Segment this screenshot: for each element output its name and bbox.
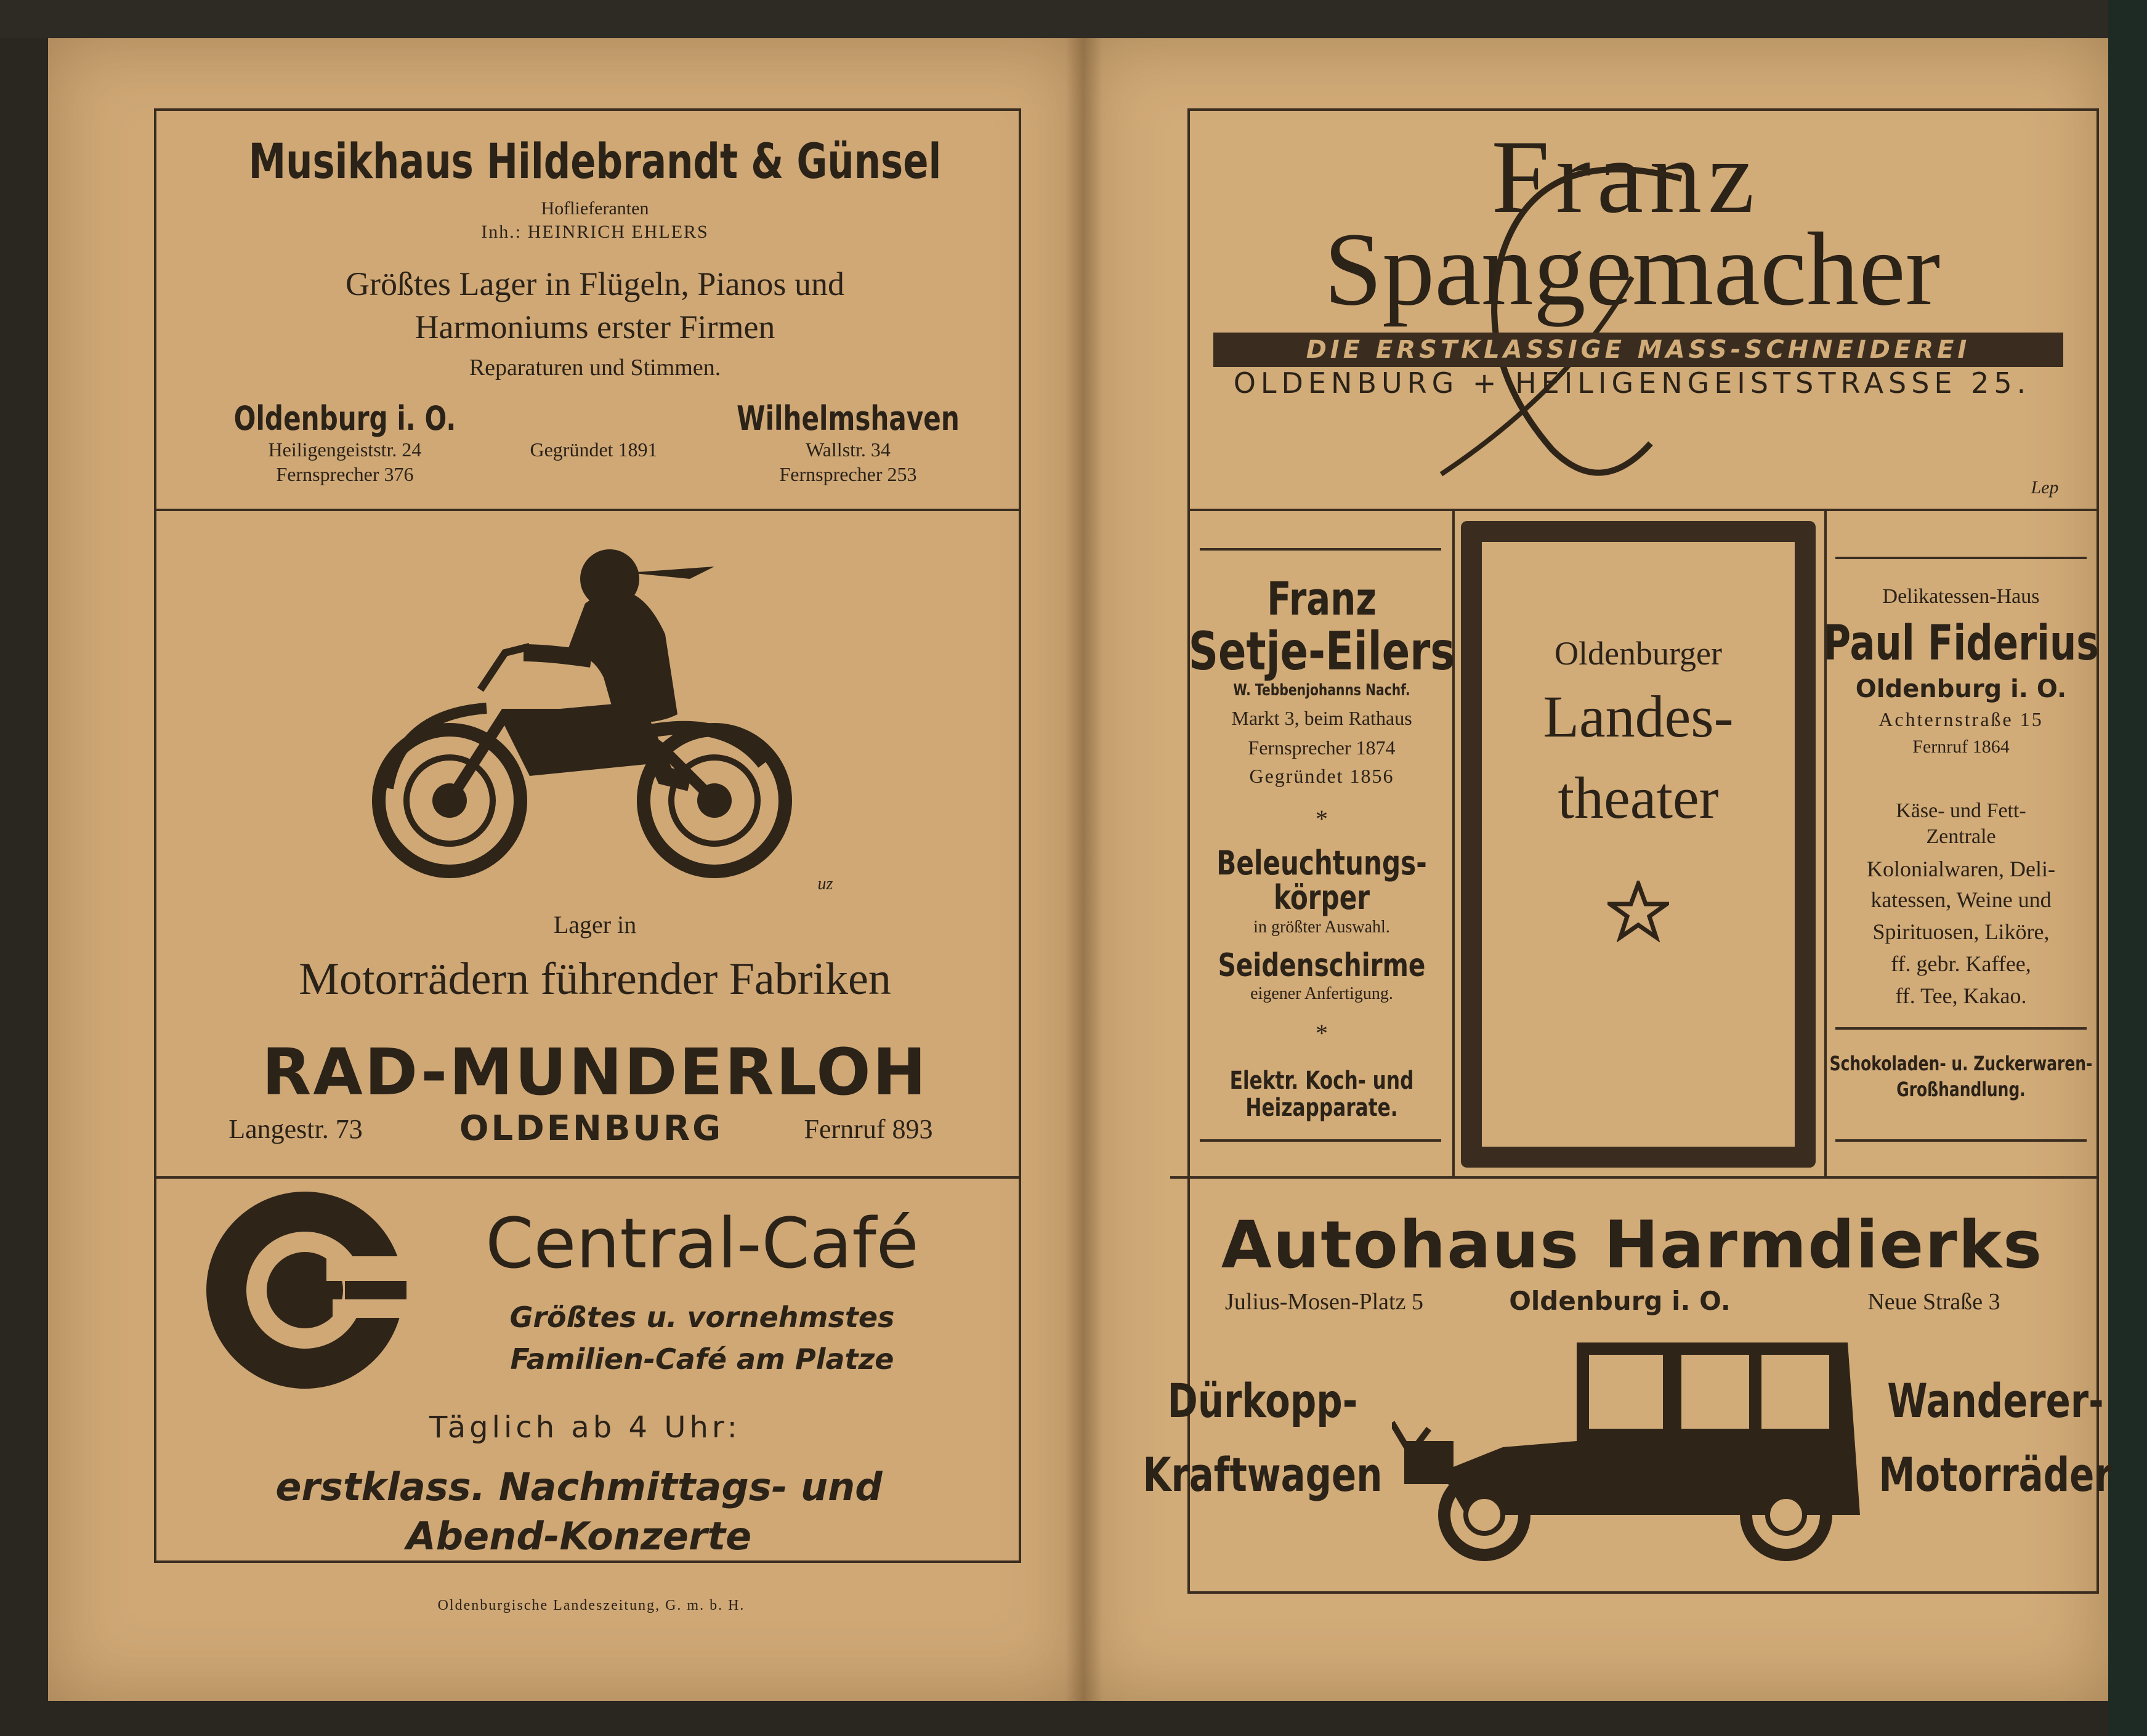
fiderius-l3: Kolonialwaren, Deli-	[1867, 857, 2055, 881]
spangemacher-swash-ornament	[1417, 154, 1700, 493]
right-col-divider-2	[1824, 509, 1827, 1176]
fiderius-l1: Käse- und Fett-	[1896, 799, 2026, 822]
musikhaus-line2: Harmoniums erster Firmen	[414, 309, 775, 345]
rad-line1: Lager in	[553, 911, 637, 939]
right-divider-2	[1170, 1176, 2099, 1179]
setje-address: Markt 3, beim Rathaus	[1231, 707, 1412, 729]
printer-imprint: Oldenburgische Landeszeitung, G. m. b. H.	[437, 1597, 745, 1613]
musikhaus-loc2-city: Wilhelmshaven	[737, 399, 960, 438]
page-gutter	[1065, 38, 1102, 1701]
spangemacher-tagline-band: DIE ERSTKLASSIGE MASS-SCHNEIDEREI	[1213, 333, 2063, 367]
musikhaus-loc2-phone: Fernsprecher 253	[779, 463, 917, 485]
fiderius-l5: Spirituosen, Liköre,	[1872, 919, 2050, 944]
fiderius-street: Achternstraße 15	[1878, 708, 2044, 730]
musikhaus-loc1-city: Oldenburg i. O.	[233, 399, 456, 438]
autohaus-left2: Kraftwagen	[1142, 1447, 1383, 1502]
theater-line3: theater	[1558, 765, 1719, 831]
setje-item3a: Elektr. Koch- und	[1229, 1067, 1414, 1095]
musikhaus-loc2-street: Wallstr. 34	[806, 438, 891, 461]
autohaus-right2: Motorräder	[1878, 1447, 2113, 1502]
setje-name1: Franz	[1267, 573, 1377, 626]
rad-street: Langestr. 73	[228, 1114, 363, 1144]
theater-star-icon	[1607, 881, 1669, 942]
setje-founded: Gegründet 1856	[1249, 765, 1394, 787]
fiderius-name: Paul Fiderius	[1823, 616, 2099, 671]
fiderius-l8: Schokoladen- u. Zuckerwaren-	[1829, 1052, 2093, 1075]
theater-border-scallops	[1482, 542, 1795, 1147]
musikhaus-founded: Gegründet 1891	[530, 438, 658, 461]
motorcycle-artist-signature: uz	[817, 874, 833, 894]
cafe-name: Central-Café	[485, 1204, 919, 1284]
setje-item2a: Seidenschirme	[1218, 947, 1426, 984]
musikhaus-loc1-phone: Fernsprecher 376	[276, 463, 414, 485]
cafe-line4: erstklass. Nachmittags- und	[275, 1464, 883, 1509]
setje-item3b: Heizapparate.	[1245, 1094, 1398, 1122]
automobile-illustration	[1392, 1330, 1878, 1564]
fiderius-top: Delikatessen-Haus	[1882, 585, 2040, 608]
setje-top-rule	[1200, 548, 1441, 551]
fiderius-phone: Fernruf 1864	[1912, 737, 2010, 757]
right-divider-1	[1187, 509, 2099, 511]
fiderius-l6: ff. gebr. Kaffee,	[1891, 951, 2031, 976]
autohaus-name: Autohaus Harmdierks	[1221, 1207, 2044, 1283]
musikhaus-subtitle: Hoflieferanten	[541, 198, 649, 219]
fiderius-city: Oldenburg i. O.	[1855, 675, 2067, 703]
theater-line2: Landes-	[1543, 684, 1734, 749]
musikhaus-line3: Reparaturen und Stimmen.	[469, 355, 721, 381]
musikhaus-owner: Inh.: HEINRICH EHLERS	[481, 222, 709, 242]
fiderius-l4: katessen, Weine und	[1870, 887, 2052, 912]
fiderius-bottom-rule	[1835, 1139, 2087, 1142]
fiderius-l2: Zentrale	[1926, 825, 1996, 848]
rad-line2: Motorrädern führender Fabriken	[299, 954, 891, 1004]
scan-top-border	[0, 0, 2147, 38]
autohaus-left1: Dürkopp-	[1167, 1373, 1358, 1428]
theater-line1: Oldenburger	[1555, 635, 1722, 672]
fiderius-l7: ff. Tee, Kakao.	[1895, 983, 2027, 1008]
cafe-line5: Abend-Konzerte	[406, 1514, 752, 1559]
rad-name: RAD-MUNDERLOH	[262, 1035, 928, 1110]
central-cafe-logo	[203, 1189, 406, 1392]
setje-item1b: körper	[1273, 878, 1370, 917]
setje-name2: Setje-Eilers	[1188, 621, 1455, 682]
fiderius-l9: Großhandlung.	[1896, 1078, 2026, 1101]
rad-city: OLDENBURG	[459, 1108, 724, 1149]
cafe-line3: Täglich ab 4 Uhr:	[429, 1410, 741, 1445]
cafe-line2: Familien-Café am Platze	[510, 1342, 894, 1376]
scan-right-border	[2108, 0, 2147, 1736]
musikhaus-title: Musikhaus Hildebrandt & Günsel	[248, 134, 942, 190]
spangemacher-first-name: Franz	[1491, 119, 1761, 235]
autohaus-addr-left: Julius-Mosen-Platz 5	[1225, 1289, 1423, 1315]
spangemacher-artist-signature: Lep	[2031, 477, 2059, 498]
setje-item1c: in größter Auswahl.	[1253, 918, 1390, 937]
fiderius-mid-rule	[1835, 1027, 2087, 1030]
autohaus-right1: Wanderer-	[1887, 1373, 2104, 1428]
setje-item2b: eigener Anfertigung.	[1250, 984, 1393, 1003]
fiderius-top-rule	[1835, 557, 2087, 559]
spangemacher-last-name: Spangemacher	[1324, 211, 1941, 327]
motorcycle-rider-illustration	[345, 530, 838, 911]
cafe-line1: Größtes u. vornehmstes	[509, 1301, 895, 1334]
setje-star-2: *	[1316, 1019, 1328, 1047]
autohaus-addr-right: Neue Straße 3	[1867, 1289, 2000, 1315]
musikhaus-loc1-street: Heiligengeiststr. 24	[268, 438, 422, 461]
left-divider-2	[154, 1176, 1021, 1179]
musikhaus-line1: Größtes Lager in Flügeln, Pianos und	[346, 265, 844, 302]
setje-bottom-rule	[1200, 1139, 1441, 1142]
autohaus-city: Oldenburg i. O.	[1509, 1286, 1731, 1316]
setje-successor: W. Tebbenjohanns Nachf.	[1233, 681, 1410, 700]
setje-phone: Fernsprecher 1874	[1248, 737, 1396, 759]
rad-phone: Fernruf 893	[804, 1114, 933, 1144]
setje-item1a: Beleuchtungs-	[1216, 844, 1427, 882]
spangemacher-address: OLDENBURG + HEILIGENGEISTSTRASSE 25.	[1233, 366, 2031, 400]
setje-star-1: *	[1316, 805, 1328, 833]
left-divider-1	[154, 509, 1021, 511]
right-col-divider-1	[1452, 509, 1455, 1176]
